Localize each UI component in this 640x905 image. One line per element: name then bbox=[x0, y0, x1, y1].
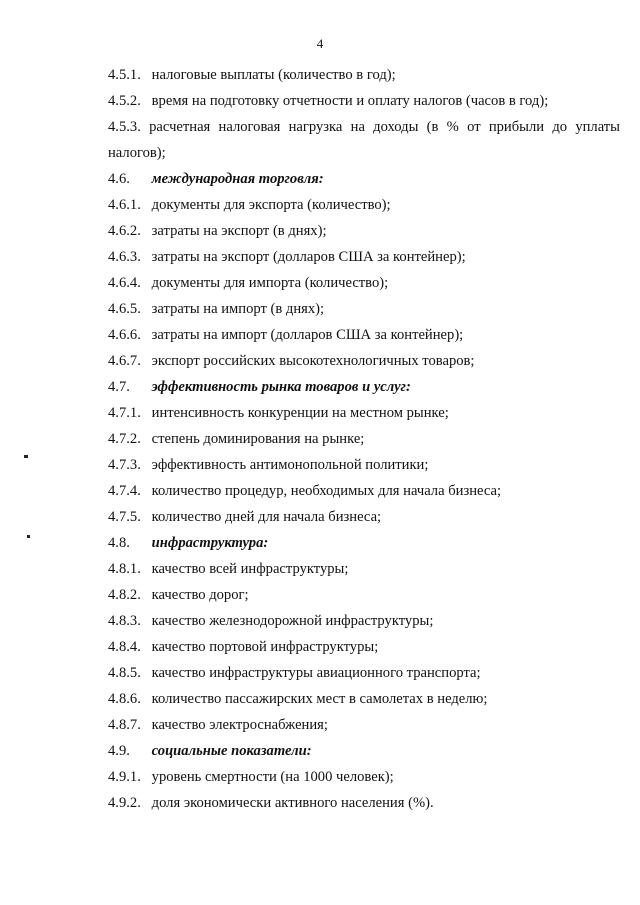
list-item bbox=[108, 140, 620, 166]
item-text: налоговые выплаты (количество в год); bbox=[151, 67, 396, 83]
item-text: эффективность рынка товаров и услуг: bbox=[151, 379, 411, 395]
item-number: 4.8.7. bbox=[108, 717, 141, 733]
item-number: 4.6.6. bbox=[108, 327, 141, 343]
list-item bbox=[108, 556, 620, 582]
list-item bbox=[108, 712, 620, 738]
section-heading bbox=[108, 530, 620, 556]
item-text: степень доминирования на рынке; bbox=[151, 431, 365, 447]
list-item bbox=[108, 634, 620, 660]
list-item bbox=[108, 686, 620, 712]
page-number: 4 bbox=[316, 36, 324, 51]
item-number: 4.8.4. bbox=[108, 639, 141, 655]
item-number: 4.8.3. bbox=[108, 613, 141, 629]
list-item bbox=[108, 244, 620, 270]
list-item bbox=[108, 790, 620, 816]
item-text: качество портовой инфраструктуры; bbox=[151, 639, 379, 655]
item-text: социальные показатели: bbox=[151, 743, 312, 759]
item-text: время на подготовку отчетности и оплату налогов (часов в год); bbox=[151, 93, 549, 109]
item-text: качество дорог; bbox=[151, 587, 249, 603]
item-text: экспорт российских высокотехнологичных товаров; bbox=[151, 353, 475, 369]
item-number: 4.6. bbox=[108, 171, 130, 187]
item-number: 4.8. bbox=[108, 535, 130, 551]
item-text: количество процедур, необходимых для начала бизнеса; bbox=[151, 483, 502, 499]
item-text: расчетная налоговая нагрузка на доходы (в % от прибыли до уплаты bbox=[149, 119, 620, 135]
list-item bbox=[108, 764, 620, 790]
item-text: доля экономически активного населения (%). bbox=[151, 795, 434, 811]
item-number: 4.8.5. bbox=[108, 665, 141, 681]
item-number: 4.7.3. bbox=[108, 457, 141, 473]
item-text: интенсивность конкуренции на местном рынке; bbox=[151, 405, 449, 421]
item-text: международная торговля: bbox=[151, 171, 324, 187]
item-number: 4.9. bbox=[108, 743, 130, 759]
item-number: 4.7.2. bbox=[108, 431, 141, 447]
list-item bbox=[108, 62, 620, 88]
scan-speck bbox=[27, 535, 30, 538]
item-text: налогов); bbox=[108, 145, 166, 161]
item-text: затраты на импорт (в днях); bbox=[151, 301, 325, 317]
item-number: 4.9.2. bbox=[108, 795, 141, 811]
item-number: 4.6.7. bbox=[108, 353, 141, 369]
list-item bbox=[108, 88, 620, 114]
item-number: 4.6.5. bbox=[108, 301, 141, 317]
item-text: затраты на экспорт (долларов США за контейнер); bbox=[151, 249, 466, 265]
section-heading bbox=[108, 738, 620, 764]
item-number: 4.9.1. bbox=[108, 769, 141, 785]
item-number: 4.7.1. bbox=[108, 405, 141, 421]
item-number: 4.6.2. bbox=[108, 223, 141, 239]
item-text: качество инфраструктуры авиационного транспорта; bbox=[151, 665, 481, 681]
item-number: 4.7.4. bbox=[108, 483, 141, 499]
section-heading bbox=[108, 374, 620, 400]
item-text: эффективность антимонопольной политики; bbox=[151, 457, 429, 473]
list-item bbox=[108, 504, 620, 530]
item-text: количество пассажирских мест в самолетах в неделю; bbox=[151, 691, 488, 707]
list-item bbox=[108, 608, 620, 634]
item-number: 4.6.4. bbox=[108, 275, 141, 291]
item-number: 4.5.1. bbox=[108, 67, 141, 83]
item-number: 4.5.3. bbox=[108, 119, 141, 135]
item-text: количество дней для начала бизнеса; bbox=[151, 509, 382, 525]
item-number: 4.8.1. bbox=[108, 561, 141, 577]
list-item bbox=[108, 452, 620, 478]
item-number: 4.6.3. bbox=[108, 249, 141, 265]
item-text: документы для экспорта (количество); bbox=[151, 197, 391, 213]
list-item bbox=[108, 348, 620, 374]
list-item bbox=[108, 582, 620, 608]
item-text: качество всей инфраструктуры; bbox=[151, 561, 349, 577]
document-body bbox=[108, 62, 620, 816]
list-item bbox=[108, 660, 620, 686]
list-item bbox=[108, 296, 620, 322]
item-number: 4.6.1. bbox=[108, 197, 141, 213]
section-heading bbox=[108, 166, 620, 192]
list-item bbox=[108, 426, 620, 452]
list-item bbox=[108, 218, 620, 244]
item-number: 4.5.2. bbox=[108, 93, 141, 109]
list-item bbox=[108, 192, 620, 218]
item-text: качество железнодорожной инфраструктуры; bbox=[151, 613, 434, 629]
list-item bbox=[108, 114, 620, 140]
item-number: 4.7. bbox=[108, 379, 130, 395]
list-item bbox=[108, 270, 620, 296]
item-number: 4.8.6. bbox=[108, 691, 141, 707]
item-number: 4.8.2. bbox=[108, 587, 141, 603]
list-item bbox=[108, 400, 620, 426]
item-text: документы для импорта (количество); bbox=[151, 275, 389, 291]
item-text: затраты на экспорт (в днях); bbox=[151, 223, 327, 239]
item-text: уровень смертности (на 1000 человек); bbox=[151, 769, 394, 785]
scan-speck bbox=[24, 455, 28, 458]
list-item bbox=[108, 478, 620, 504]
item-text: затраты на импорт (долларов США за контейнер); bbox=[151, 327, 464, 343]
item-number: 4.7.5. bbox=[108, 509, 141, 525]
list-item bbox=[108, 322, 620, 348]
item-text: качество электроснабжения; bbox=[151, 717, 328, 733]
item-text: инфраструктура: bbox=[151, 535, 269, 551]
